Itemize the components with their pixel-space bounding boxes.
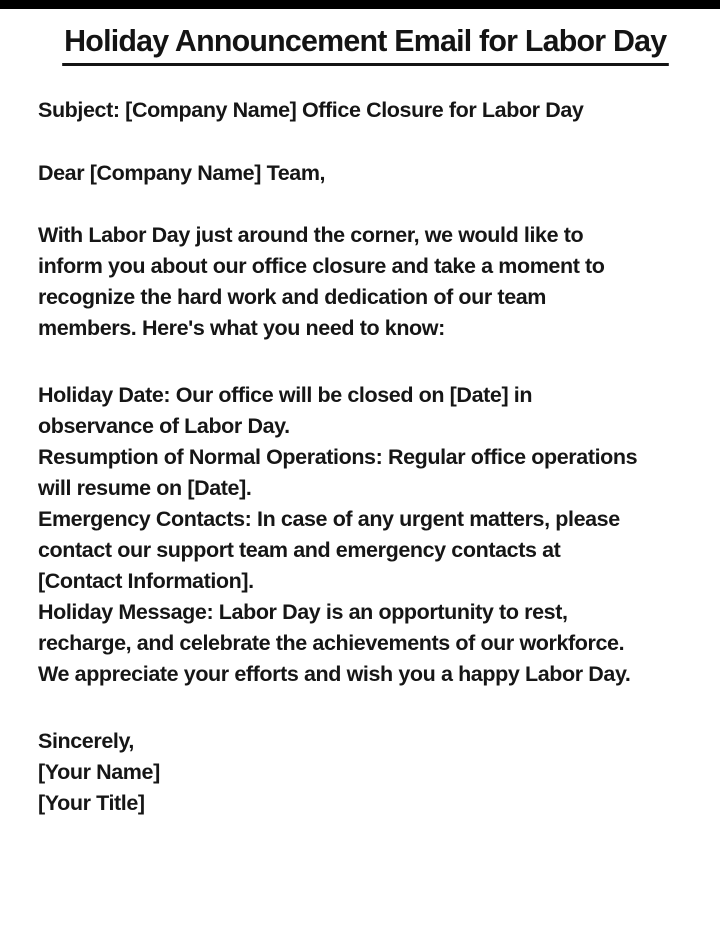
top-edge-bar (0, 0, 720, 9)
document-content (0, 21, 720, 819)
details-paragraph (38, 380, 692, 690)
text-line: Sincerely, (38, 729, 134, 753)
text-line: [Your Title] (38, 791, 145, 815)
text-line: contact our support team and emergency contacts at (38, 538, 561, 562)
text-line: We appreciate your efforts and wish you a happy Labor Day. (38, 662, 631, 686)
intro-paragraph (38, 220, 692, 344)
text-line: recharge, and celebrate the achievements of our workforce. (38, 631, 625, 655)
document-title: Holiday Announcement Email for Labor Day (62, 21, 668, 66)
text-line: Holiday Message: Labor Day is an opportunity to rest, (38, 600, 568, 624)
subject-line: Subject: [Company Name] Office Closure for Labor Day (38, 98, 584, 122)
text-line: will resume on [Date]. (38, 476, 252, 500)
text-line: [Your Name] (38, 760, 160, 784)
text-line: members. Here's what you need to know: (38, 316, 445, 340)
text-line: Emergency Contacts: In case of any urgent matters, please (38, 507, 620, 531)
greeting-line: Dear [Company Name] Team, (38, 161, 326, 185)
text-line: inform you about our office closure and take a moment to (38, 254, 605, 278)
text-line: [Contact Information]. (38, 569, 254, 593)
text-line: Holiday Date: Our office will be closed on [Date] in (38, 383, 533, 407)
text-line: recognize the hard work and dedication of our team (38, 285, 547, 309)
text-line: Resumption of Normal Operations: Regular office operations (38, 445, 638, 469)
text-line: observance of Labor Day. (38, 414, 290, 438)
text-line: With Labor Day just around the corner, we would like to (38, 223, 584, 247)
signature-block (38, 726, 692, 819)
title-row (38, 21, 692, 66)
